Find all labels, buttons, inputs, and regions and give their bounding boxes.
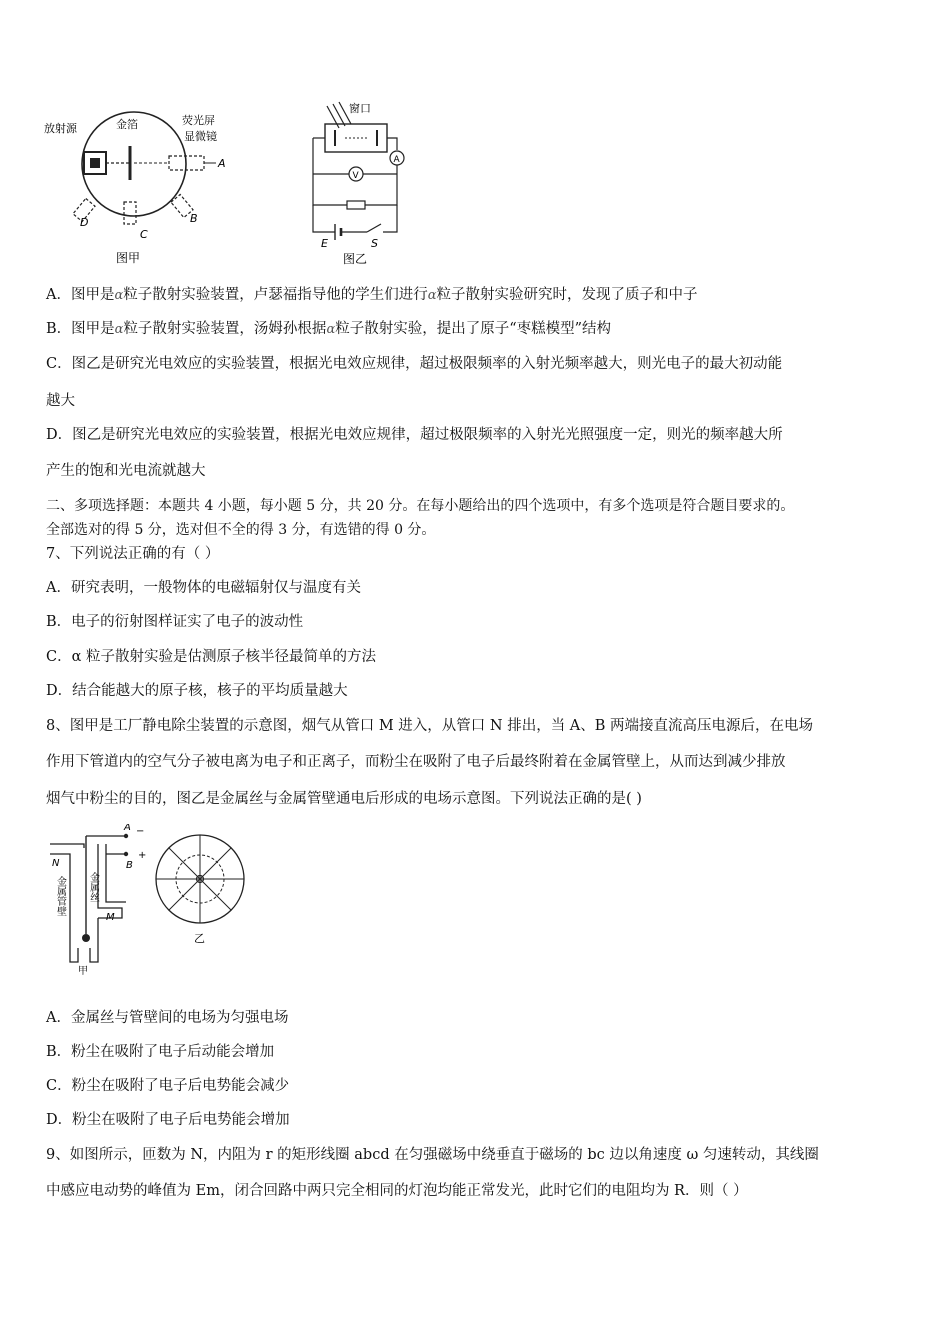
q9-stem-line1: 9、如图所示，匝数为 N，内阻为 r 的矩形线圈 abcd 在匀强磁场中绕垂直于磁场的 bc 边以角速度 ω 匀速转动，其线圈	[46, 1147, 819, 1163]
figure-yi-svg	[305, 100, 425, 268]
q8-stem-line1: 8、图甲是工厂静电除尘装置的示意图，烟气从管口 M 进入，从管口 N 排出，当 A、B 两端接直流高压电源后，在电场	[46, 718, 814, 734]
q6-option-d-line2: 产生的饱和光电流就越大	[46, 463, 206, 479]
q8-fig-a: A	[124, 824, 131, 833]
q8-option-c: C．粉尘在吸附了电子后电势能会减少	[46, 1078, 290, 1094]
q8-option-d: D．粉尘在吸附了电子后电势能会增加	[46, 1112, 290, 1128]
label-a: A	[218, 157, 226, 170]
q8-fig-cap-jia: 甲	[78, 966, 88, 977]
q8-option-a: A．金属丝与管壁间的电场为匀强电场	[46, 1010, 289, 1026]
q8-fig-wire: 金属丝	[87, 872, 99, 902]
q8-fig-n: N	[52, 858, 60, 869]
q9-stem-line2: 中感应电动势的峰值为 Em，闭合回路中两只完全相同的灯泡均能正常发光，此时它们的电阻均为 R．则（ ）	[46, 1183, 748, 1199]
caption-jia: 图甲	[116, 251, 141, 265]
label-microscope: 显微镜	[184, 130, 217, 143]
q7-option-c: C．α 粒子散射实验是估测原子核半径最简单的方法	[46, 649, 376, 665]
q6-a-post: 粒子散射实验研究时，发现了质子和中子	[436, 287, 698, 303]
q8-option-b: B．粉尘在吸附了电子后动能会增加	[46, 1044, 275, 1060]
q6-a-mid: 粒子散射实验装置，卢瑟福指导他的学生们进行	[123, 287, 428, 303]
q8-fig-b: B	[126, 860, 133, 871]
q6-option-c-line1: C．图乙是研究光电效应的实验装置，根据光电效应规律，超过极限频率的入射光频率越大，则光电子的最大初动能	[46, 356, 783, 372]
q8-fig-m: M	[106, 912, 115, 923]
label-s: S	[371, 237, 378, 250]
q8-fig-plus: +	[138, 850, 147, 861]
q6-b-pre: B．图甲是	[46, 321, 115, 337]
label-window: 窗口	[349, 102, 371, 115]
alpha-symbol: α	[427, 288, 437, 303]
q8-fig-wall: 金属管壁	[54, 876, 66, 916]
q6-option-b	[46, 319, 611, 340]
figure-jia-rutherford	[44, 102, 244, 267]
q7-option-a: A．研究表明，一般物体的电磁辐射仅与温度有关	[46, 580, 361, 596]
label-c: C	[140, 228, 148, 241]
figure-q8-svg	[46, 824, 266, 980]
q7-stem: 7、下列说法正确的有（ ）	[46, 546, 220, 562]
q6-a-pre: A．图甲是	[46, 287, 115, 303]
figure-jia-svg	[44, 102, 244, 267]
caption-yi: 图乙	[343, 252, 368, 266]
q8-stem-line2: 作用下管道内的空气分子被电离为电子和正离子，而粉尘在吸附了电子后最终附着在金属管壁上，从而达到减少排放	[46, 754, 786, 770]
q6-option-a	[46, 285, 698, 306]
meter-v: V	[352, 171, 359, 181]
q8-stem-line3: 烟气中粉尘的目的，图乙是金属丝与金属管壁通电后形成的电场示意图。下列说法正确的是( )	[46, 791, 642, 807]
label-b: B	[190, 212, 198, 225]
q6-b-mid: 粒子散射实验装置，汤姆孙根据	[123, 321, 327, 337]
alpha-symbol: α	[326, 322, 336, 337]
q6-option-d-line1: D．图乙是研究光电效应的实验装置，根据光电效应规律，超过极限频率的入射光光照强度一定，则光的频率越大所	[46, 427, 783, 443]
q6-b-post: 粒子散射实验，提出了原子“枣糕模型”结构	[335, 321, 612, 337]
section2-header-line1: 二、多项选择题：本题共 4 小题，每小题 5 分，共 20 分。在每小题给出的四个选项中，有多个选项是符合题目要求的。	[46, 498, 795, 514]
label-d: D	[80, 216, 89, 229]
alpha-symbol: α	[114, 288, 124, 303]
alpha-symbol: α	[114, 322, 124, 337]
q6-option-c-line2: 越大	[46, 393, 75, 409]
label-source: 放射源	[44, 122, 77, 135]
q7-option-d: D．结合能越大的原子核，核子的平均质量越大	[46, 683, 348, 699]
figure-yi-photoelectric	[305, 100, 425, 268]
q8-fig-minus: −	[136, 826, 145, 837]
figure-q8-precipitator	[46, 824, 266, 980]
label-e: E	[321, 237, 328, 250]
label-foil: 金箔	[116, 118, 138, 131]
section2-header-line2: 全部选对的得 5 分，选对但不全的得 3 分，有选错的得 0 分。	[46, 522, 436, 538]
label-screen: 荧光屏	[182, 114, 215, 127]
q7-option-b: B．电子的衍射图样证实了电子的波动性	[46, 614, 304, 630]
meter-a: A	[393, 155, 400, 165]
q8-fig-cap-yi: 乙	[194, 932, 205, 945]
